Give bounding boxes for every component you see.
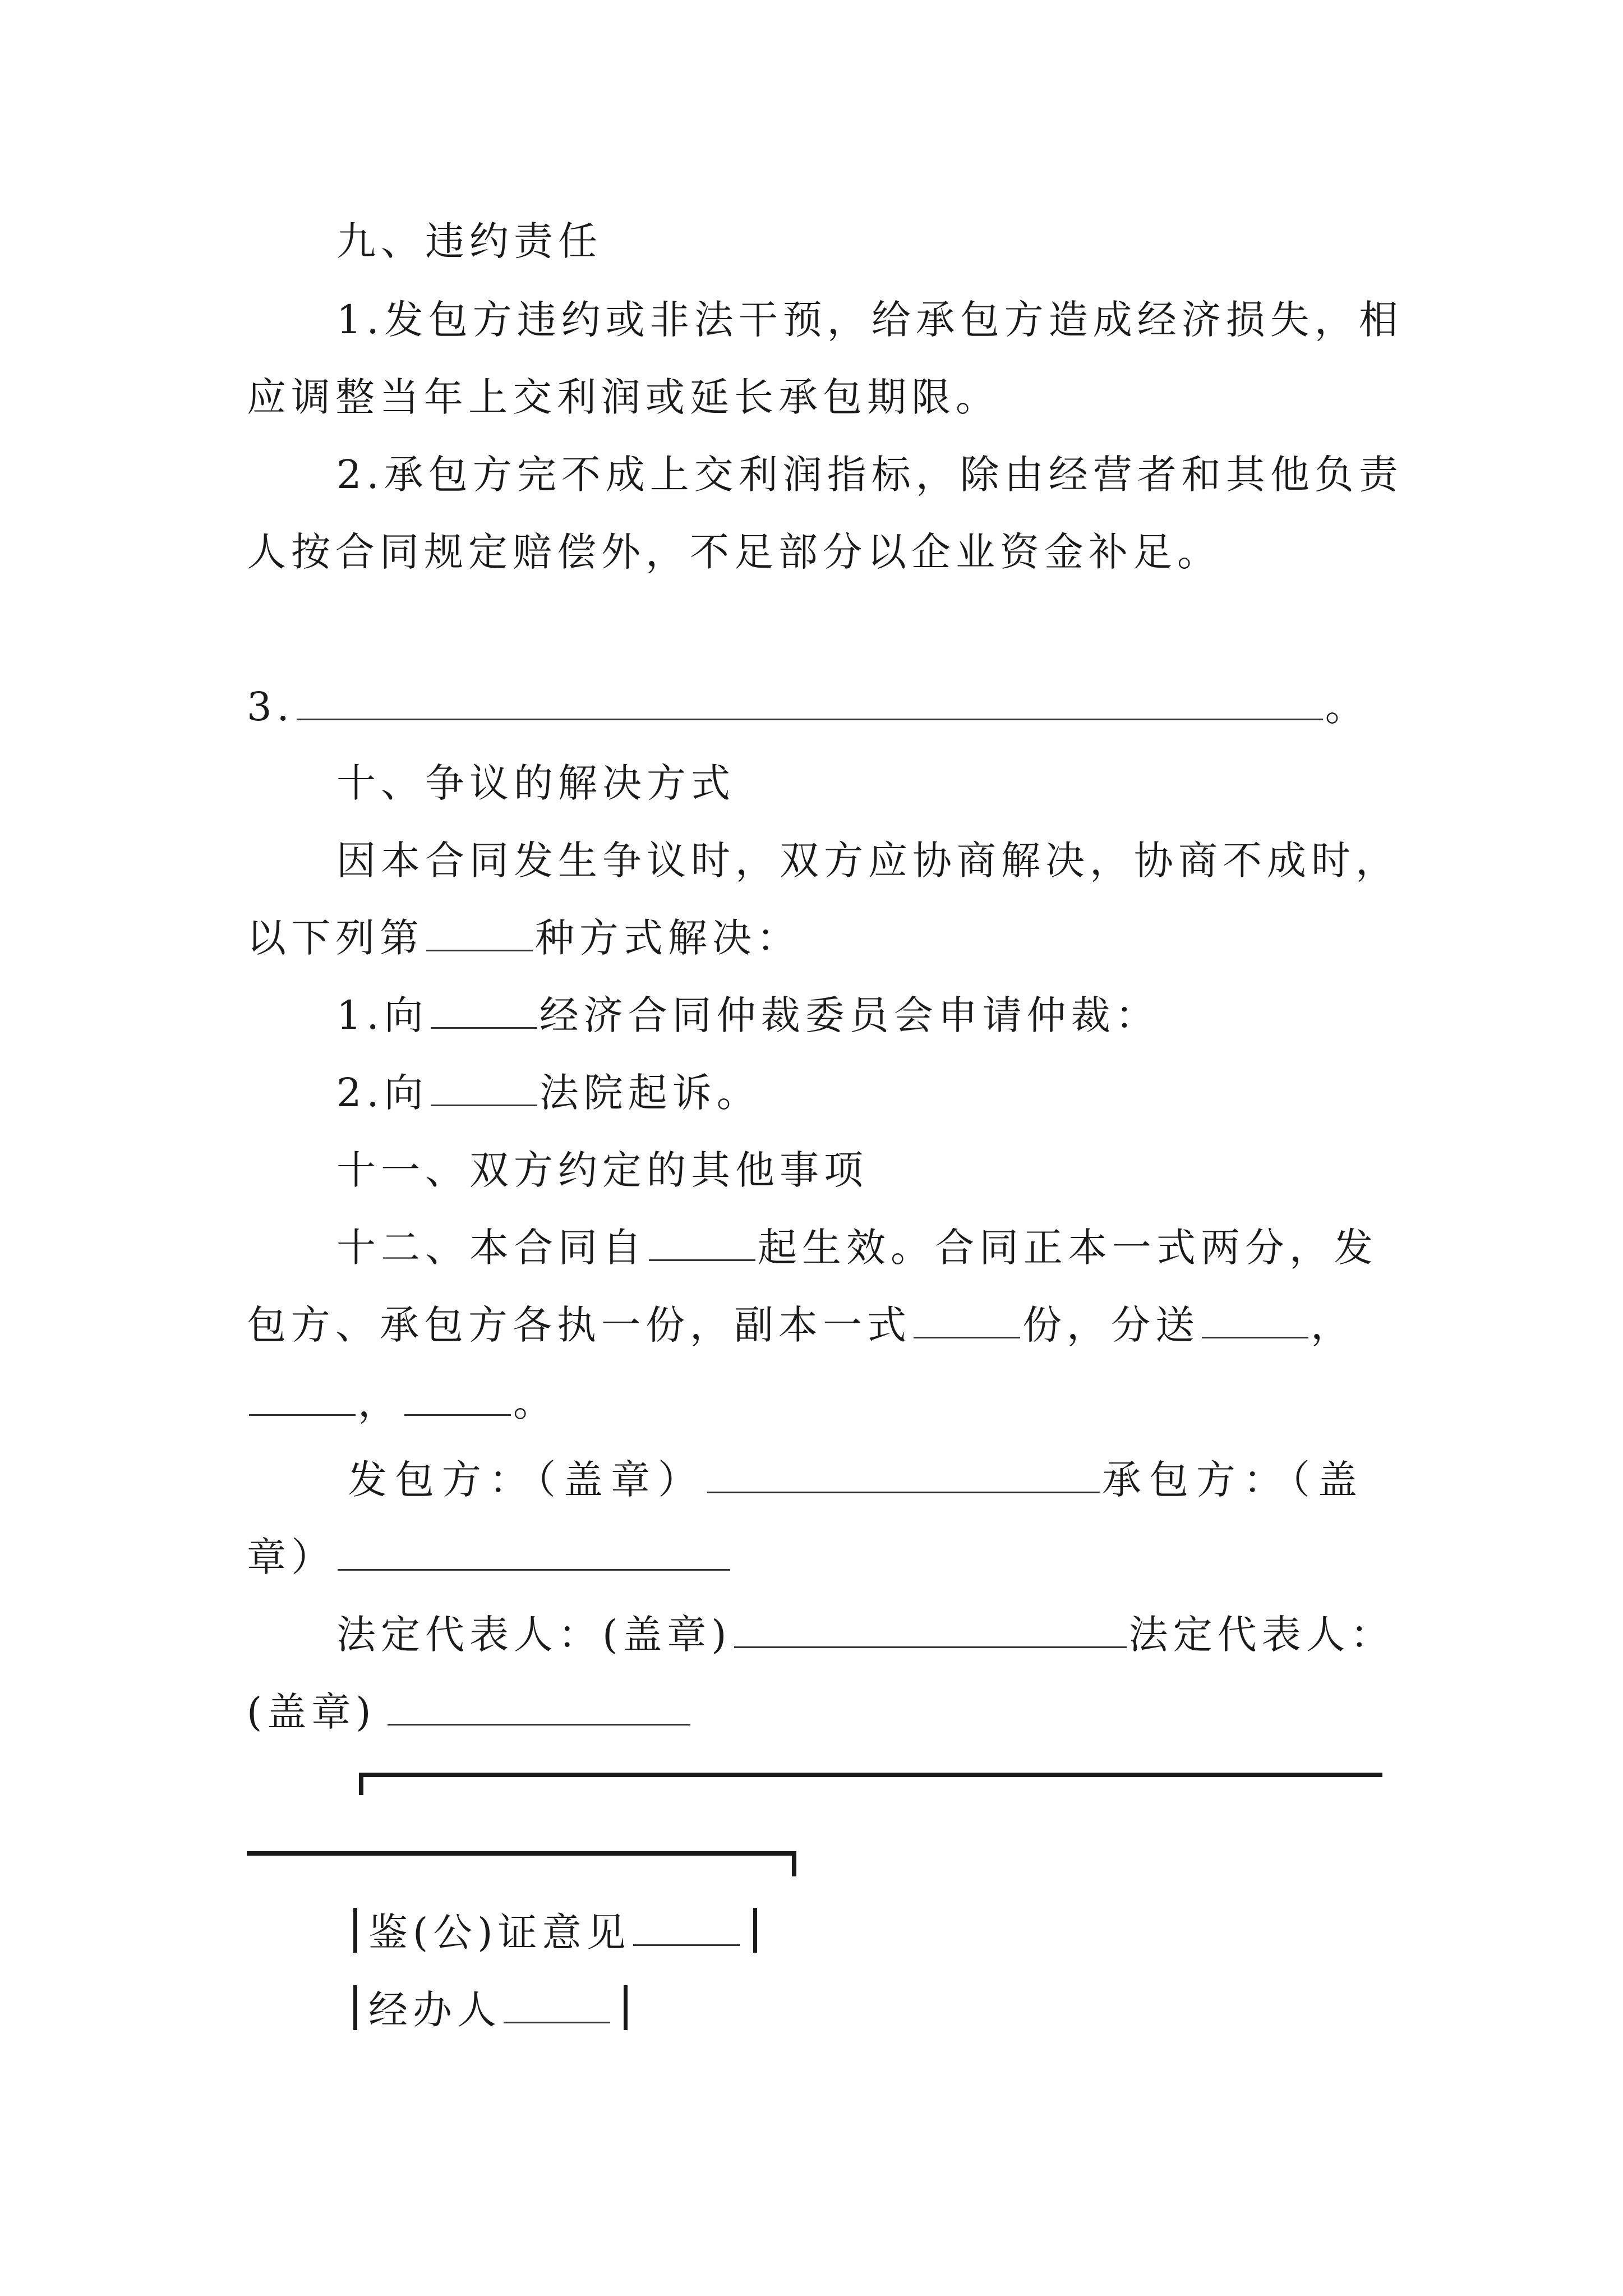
box-row-opinion [353,1904,757,1961]
legal-rep-b-label: 法定代表人： [1128,1612,1395,1658]
clause-10-2 [336,1065,761,1121]
handler-blank [504,1988,610,2023]
section-10-para-line-2 [247,910,801,966]
arbitration-blank [431,993,537,1029]
party-a-seal-blank [707,1458,1100,1493]
section-10-para-line-1: 因本合同发生争议时，双方应协商解决，协商不成时， [336,838,1400,884]
text: 1.向 [336,992,428,1038]
text: 起生效。合同正本一式两分，发 [758,1225,1378,1271]
signature-party-a-line [348,1452,1365,1508]
text: ， [1311,1302,1355,1348]
text: 2.向 [336,1070,428,1116]
recipient-blank-2 [249,1381,356,1416]
signature-party-b-line [247,1529,732,1585]
box-top-border [359,1773,1382,1777]
section-10-title: 十、争议的解决方式 [336,760,735,806]
text: 包方、承包方各执一份，副本一式 [247,1302,911,1348]
clause-9-2-line-1: 2.承包方完不成上交利润指标，除由经营者和其他负责 [336,452,1403,498]
text: 份，分送 [1022,1302,1200,1348]
box-right-bar [753,1908,757,1953]
text: 经济合同仲裁委员会申请仲裁： [539,992,1160,1038]
section-12-line-1 [336,1220,1378,1276]
party-b-seal-blank [338,1535,730,1571]
clause-10-1 [336,987,1160,1043]
clause-9-3-number: 3. [247,684,294,730]
box-left-bar [353,1985,357,2030]
party-b-label: 承包方：（盖 [1102,1457,1365,1503]
text: 种方式解决： [535,915,801,961]
box-left-bar [353,1908,357,1953]
legal-rep-line-2 [247,1684,693,1740]
party-a-label: 发包方：（盖章） [348,1457,705,1503]
text: 十二、本合同自 [336,1225,647,1271]
clause-9-1-line-2: 应调整当年上交利润或延长承包期限。 [247,374,1000,420]
box-top-border-cont [247,1851,796,1856]
clause-9-3-blank [297,685,1323,720]
legal-rep-b-seal: (盖章) [247,1689,376,1735]
section-12-line-2 [247,1297,1355,1353]
text: 法院起诉。 [539,1070,761,1116]
clause-9-3-end: 。 [1325,684,1370,730]
section-12-line-3 [247,1374,557,1430]
court-blank [431,1071,537,1106]
text: 。 [513,1379,557,1425]
box-right-bar [624,1985,628,2030]
box-top-right-corner [792,1851,796,1876]
handler-label: 经办人 [368,1987,501,2033]
party-b-label-cont: 章） [247,1534,335,1580]
clause-9-1-line-1: 1.发包方违约或非法干预，给承包方造成经济损失，相 [336,297,1403,343]
box-row-handler [353,1982,628,2038]
method-number-blank [426,916,533,951]
legal-rep-line-1 [336,1607,1395,1663]
legal-rep-a-label: 法定代表人：(盖章) [336,1612,732,1658]
recipient-blank-1 [1202,1303,1308,1338]
section-11-title: 十一、双方约定的其他事项 [336,1147,868,1193]
opinion-label: 鉴(公)证意见 [368,1910,631,1955]
text: 以下列第 [247,915,424,961]
copies-blank [914,1303,1020,1338]
legal-rep-b-blank [388,1690,690,1726]
legal-rep-a-blank [734,1613,1127,1648]
section-9-title: 九、违约责任 [336,218,602,264]
recipient-blank-3 [404,1381,511,1416]
opinion-blank [633,1911,740,1946]
text: ， [358,1379,402,1425]
effective-date-blank [649,1226,755,1261]
clause-9-3 [247,679,1370,735]
clause-9-2-line-2: 人按合同规定赔偿外，不足部分以企业资金补足。 [247,529,1221,575]
